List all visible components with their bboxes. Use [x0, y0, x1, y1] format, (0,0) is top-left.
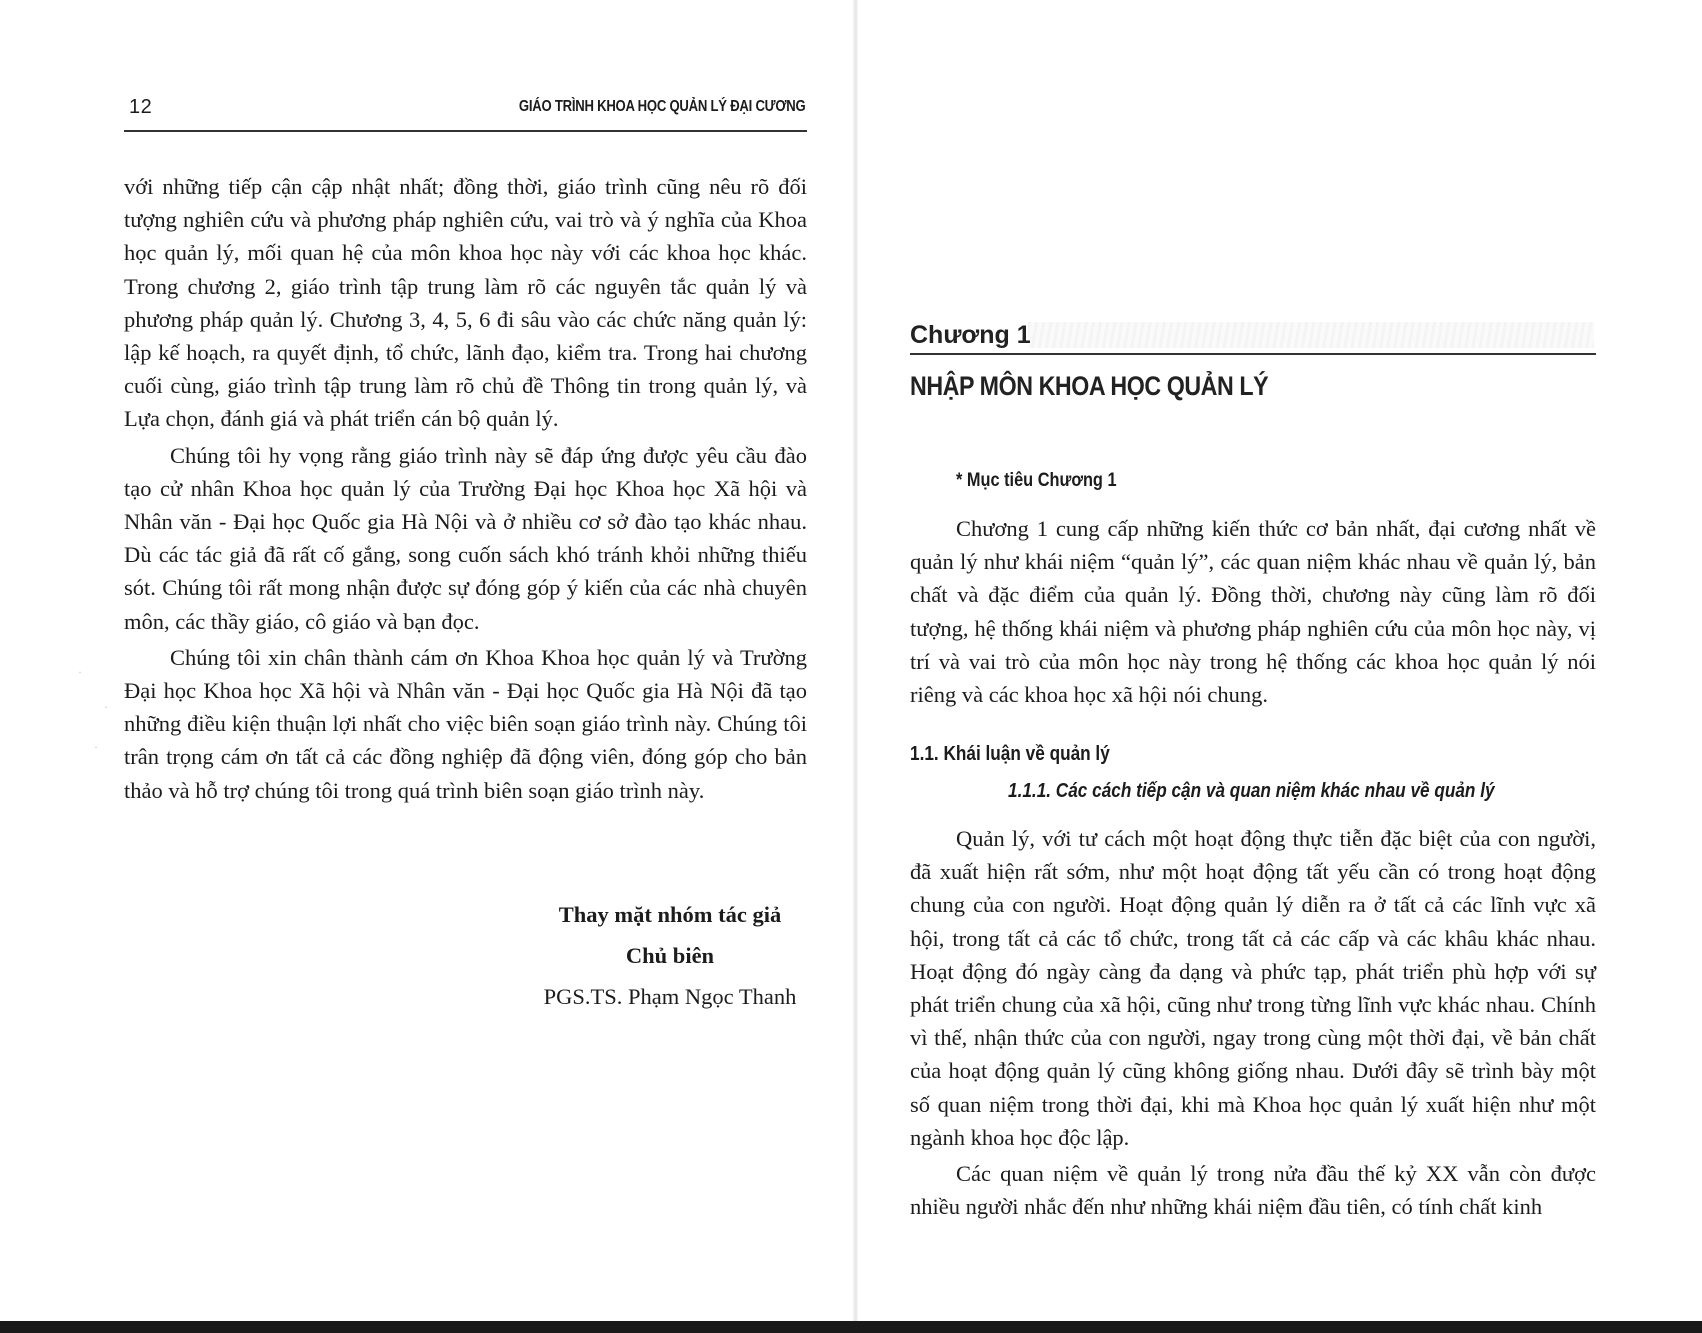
chapter-label: Chương 1	[910, 321, 1031, 349]
left-body-text	[124, 170, 807, 807]
scan-speck: ·	[104, 700, 108, 714]
paragraph: Chúng tôi hy vọng rằng giáo trình này sẽ đáp ứng được yêu cầu đào tạo cử nhân Khoa học quản lý của Trường Đại học Khoa học Xã hội và Nhân văn - Đại học Quốc gia Hà Nội và ở nhiều cơ sở đào tạo khác nhau. Dù các tác giả đã rất cố gắng, song cuốn sách khó tránh khỏi những thiếu sót. Chúng tôi rất mong nhận được sự đóng góp ý kiến của các nhà chuyên môn, các thầy giáo, cô giáo và bạn đọc.	[124, 442, 807, 634]
subsection-heading: 1.1.1. Các cách tiếp cận và quan niệm khác nhau về quản lý	[1008, 780, 1495, 802]
scan-speck: ·	[94, 740, 98, 754]
chapter-header-band	[1028, 322, 1594, 348]
right-body-text	[910, 822, 1596, 1223]
section-heading: 1.1. Khái luận về quản lý	[910, 743, 1110, 765]
signature-title: Chủ biên	[625, 943, 715, 968]
running-header	[124, 90, 807, 132]
paragraph: Chúng tôi xin chân thành cám ơn Khoa Khoa học quản lý và Trường Đại học Khoa học Xã hội và Nhân văn - Đại học Quốc gia Hà Nội đã tạo những điều kiện thuận lợi nhất cho việc biên soạn giáo trình này. Chúng tôi trân trọng cám ơn tất cả các đồng nghiệp đã động viên, đóng góp cho bản thảo và hỗ trợ chúng tôi trong quá trình biên soạn giáo trình này.	[124, 644, 807, 803]
right-page	[858, 0, 1702, 1321]
signature-role: Thay mặt nhóm tác giả	[558, 902, 782, 927]
chapter-title: NHẬP MÔN KHOA HỌC QUẢN LÝ	[910, 371, 1269, 401]
signature-name: PGS.TS. Phạm Ngọc Thanh	[543, 984, 797, 1009]
objective-heading: * Mục tiêu Chương 1	[956, 470, 1117, 491]
page-number: 12	[129, 96, 153, 118]
paragraph: Các quan niệm về quản lý trong nửa đầu thế kỷ XX vẫn còn được nhiều người nhắc đến như những khái niệm đầu tiên, có tính chất kinh	[910, 1161, 1596, 1220]
scan-bottom-edge	[0, 1321, 1702, 1333]
paragraph: Quản lý, với tư cách một hoạt động thực tiễn đặc biệt của con người, đã xuất hiện rất sớm, như một hoạt động tất yếu cần có trong hoạt động chung của con người. Hoạt động quản lý diễn ra ở tất cả các lĩnh vực xã hội, trong tất cả các tổ chức, trong tất cả các cấp và các khâu khác nhau. Hoạt động đó ngày càng đa dạng và phức tạp, phát triển phù hợp với sự phát triển chung của xã hội, cũng như trong từng lĩnh vực khác nhau. Chính vì thế, nhận thức của con người, ngay trong cùng một thời đại, về bản chất của hoạt động quản lý cũng không giống nhau. Dưới đây sẽ trình bày một số quan niệm trong thời đại, khi mà Khoa học quản lý xuất hiện như một ngành khoa học độc lập.	[910, 826, 1596, 1150]
chapter-rule	[910, 353, 1596, 355]
running-title: GIÁO TRÌNH KHOA HỌC QUẢN LÝ ĐẠI CƯƠNG	[518, 98, 805, 115]
signature-block	[500, 896, 840, 1016]
scan-speck: ·	[78, 665, 82, 679]
left-page	[0, 0, 853, 1321]
paragraph: với những tiếp cận cập nhật nhất; đồng thời, giáo trình cũng nêu rõ đối tượng nghiên cứu và phương pháp nghiên cứu, vai trò và ý nghĩa của Khoa học quản lý, mối quan hệ của môn khoa học này với các khoa học khác. Trong chương 2, giáo trình tập trung làm rõ các nguyên tắc quản lý và phương pháp quản lý. Chương 3, 4, 5, 6 đi sâu vào các chức năng quản lý: lập kế hoạch, ra quyết định, tổ chức, lãnh đạo, kiểm tra. Trong hai chương cuối cùng, giáo trình tập trung làm rõ chủ đề Thông tin trong quản lý, và Lựa chọn, đánh giá và phát triển cán bộ quản lý.	[124, 174, 807, 432]
objective-paragraph: Chương 1 cung cấp những kiến thức cơ bản nhất, đại cương nhất về quản lý như khái niệm “quản lý”, các quan niệm khác nhau về quản lý, bản chất và đặc điểm của quản lý. Đồng thời, chương này cũng làm rõ đối tượng, hệ thống khái niệm và phương pháp nghiên cứu của môn học này, vị trí và vai trò của môn học này trong hệ thống các khoa học quản lý nói riêng và các khoa học xã hội nói chung.	[910, 516, 1596, 708]
